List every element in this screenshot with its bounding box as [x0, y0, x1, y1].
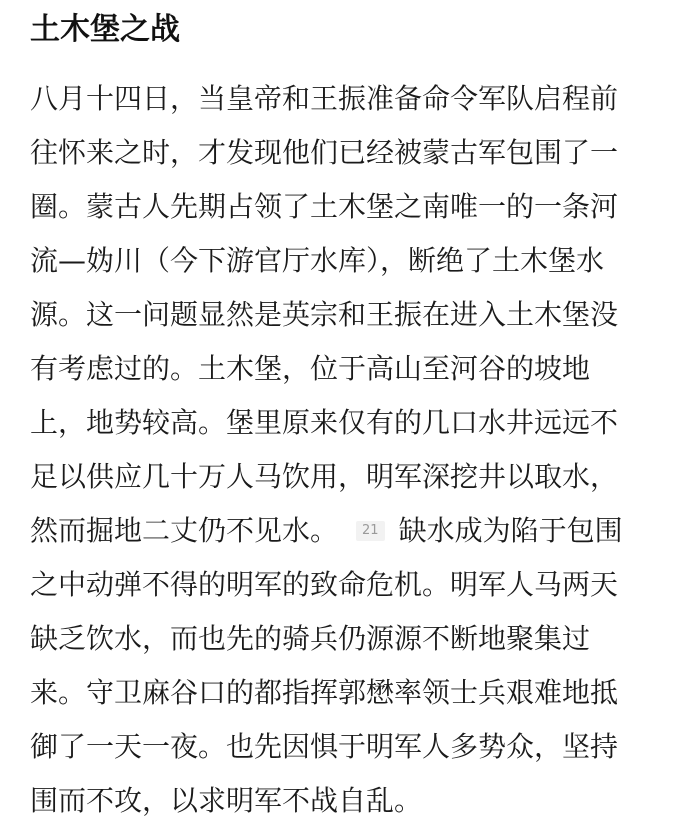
text-line: 御了一天一夜。也先因惧于明军人多势众，坚持 — [30, 730, 619, 763]
text-line: 足以供应几十万人马饮用，明军深挖井以取水， — [30, 460, 619, 493]
text-segment: 缺水成为陷于包围 — [398, 514, 623, 547]
article-title: 土木堡之战 — [30, 12, 180, 47]
text-line: 之中动弹不得的明军的致命危机。明军人马两天 — [30, 568, 619, 601]
text-segment: 然而掘地二丈仍不见水。 — [30, 514, 339, 547]
text-line-with-reference — [30, 504, 623, 558]
text-line: 流—妫川（今下游官厅水库），断绝了土木堡水 — [30, 244, 605, 277]
text-line: 源。这一问题显然是英宗和王振在进入土木堡没 — [30, 298, 619, 331]
article-body — [30, 72, 623, 828]
text-line: 围而不攻，以求明军不战自乱。 — [30, 784, 423, 817]
text-line: 上，地势较高。堡里原来仅有的几口水井远远不 — [30, 406, 619, 439]
text-line: 缺乏饮水，而也先的骑兵仍源源不断地聚集过 — [30, 622, 591, 655]
text-line: 有考虑过的。土木堡，位于高山至河谷的坡地 — [30, 352, 591, 385]
footnote-reference[interactable]: 21 — [356, 521, 385, 541]
text-line: 往怀来之时，才发现他们已经被蒙古军包围了一 — [30, 136, 619, 169]
text-line: 来。守卫麻谷口的都指挥郭懋率领士兵艰难地抵 — [30, 676, 619, 709]
text-line: 八月十四日，当皇帝和王振准备命令军队启程前 — [30, 82, 619, 115]
text-line: 圈。蒙古人先期占领了土木堡之南唯一的一条河 — [30, 190, 619, 223]
